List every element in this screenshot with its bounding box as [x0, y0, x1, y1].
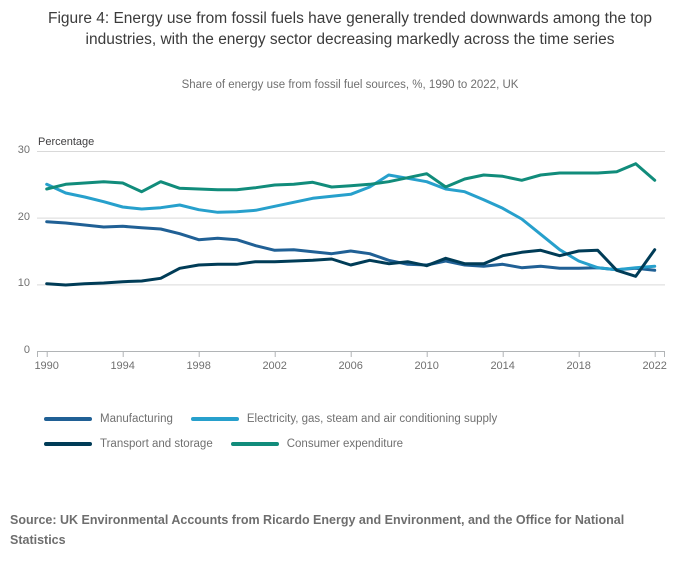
legend-swatch [44, 417, 92, 421]
x-tick-label: 2014 [490, 360, 515, 372]
legend-label: Consumer expenditure [286, 437, 404, 450]
legend [44, 406, 515, 456]
legend-swatch [44, 442, 92, 446]
legend-item-consumer-expenditure [231, 438, 421, 450]
legend-swatch [191, 417, 239, 421]
legend-label: Manufacturing [100, 412, 173, 425]
y-tick-label: 0 [23, 344, 30, 356]
plot-area [37, 148, 665, 360]
x-tick-label: 1994 [110, 360, 135, 372]
chart-title: Figure 4: Energy use from fossil fuels have generally trended downwards among the top industries, with the energy sector decreasing markedly across the time series [48, 10, 652, 48]
y-tick-label: 30 [17, 144, 30, 156]
x-tick-label: 2022 [642, 360, 667, 372]
y-tick-label: 20 [17, 210, 30, 223]
legend-label: Transport and storage [100, 437, 213, 450]
legend-item-electricity-gas-steam-and-air-conditioning-supply [191, 413, 515, 425]
chart-subtitle: Share of energy use from fossil fuel sources, %, 1990 to 2022, UK [181, 79, 519, 91]
legend-label: Electricity, gas, steam and air conditioning supply [246, 412, 498, 425]
series-line-manufacturing [47, 222, 655, 271]
legend-swatch [231, 442, 279, 446]
legend-row [44, 431, 515, 456]
legend-item-transport-and-storage [44, 438, 231, 450]
x-tick-label: 2002 [262, 360, 287, 372]
legend-row [44, 406, 515, 431]
x-tick-label: 2010 [414, 360, 439, 372]
x-tick-label: 1998 [186, 360, 211, 372]
source-note: Source: UK Environmental Accounts from Ricardo Energy and Environment, and the Office for National Statistics [10, 513, 625, 547]
y-tick-label: 10 [17, 277, 30, 290]
x-tick-label: 2006 [338, 360, 363, 372]
y-axis-unit-label: Percentage [38, 136, 95, 148]
x-tick-label: 1990 [34, 360, 59, 372]
legend-item-manufacturing [44, 413, 191, 425]
x-tick-label: 2018 [566, 360, 591, 372]
series-line-consumer-expenditure [47, 164, 655, 192]
